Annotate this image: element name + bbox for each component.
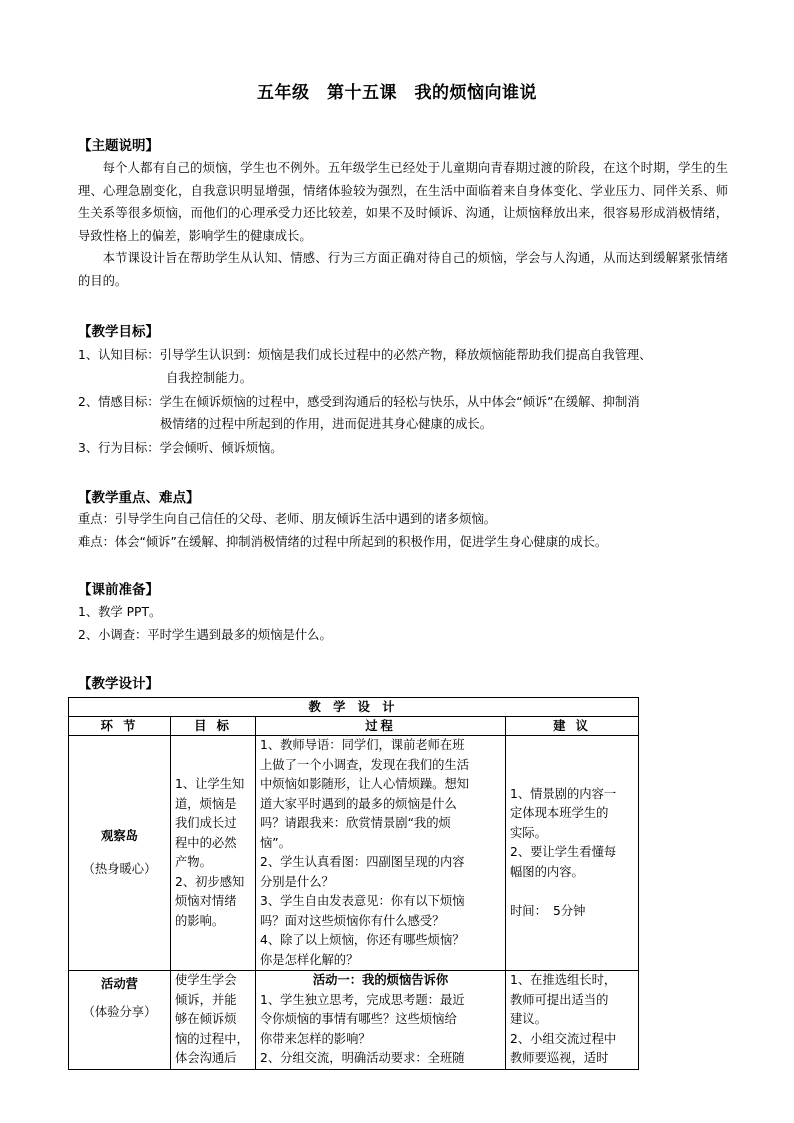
theme-paragraph: 每个人都有自己的烦恼，学生也不例外。五年级学生已经处于儿童期向青春期过渡的阶段，在这个时期，学生的生理、心理急剧变化，自我意识明显增强，情绪体验较为强烈，在生活中面临着来自身体变化、学业压力、同伴关系、师生关系等很多烦恼，而他们的心理承受力还比较差，如果不及时倾诉、沟通，让烦恼释放出来，很容易形成消极情绪，导致性格上的偏差，影响学生的健康成长。 xyxy=(78,161,728,243)
goal-line: 恼的过程中， xyxy=(175,1031,249,1046)
key-point-focus: 重点：引导学生向自己信任的父母、老师、朋友倾诉生活中遇到的诸多烦恼。 xyxy=(78,512,497,526)
preparation-item: 2、小调查：平时学生遇到最多的烦恼是什么。 xyxy=(78,628,332,642)
process-cell xyxy=(256,736,506,971)
lesson-design-table xyxy=(68,697,639,1070)
key-points-heading: 【教学重点、难点】 xyxy=(78,490,200,506)
process-line: 中烦恼如影随形，让人心情烦躁。想知 xyxy=(260,777,470,791)
process-line: 你带来怎样的影响？ xyxy=(260,1031,371,1046)
process-line: 2、分组交流，明确活动要求：全班随 xyxy=(260,1051,465,1065)
goal-line: 2、初步感知 xyxy=(175,874,245,889)
process-line: 4、除了以上烦恼，你还有哪些烦恼？ xyxy=(260,933,465,947)
column-header-process: 过程 xyxy=(256,717,506,736)
theme-heading: 【主题说明】 xyxy=(78,138,159,154)
advice-line: 2、要让学生看懂每 xyxy=(510,845,617,860)
goal-line: 产物。 xyxy=(175,855,212,869)
table-caption-row xyxy=(69,698,639,717)
key-point-difficulty: 难点：体会“倾诉”在缓解、抑制消极情绪的过程中所起到的积极作用，促进学生身心健康的成长。 xyxy=(78,535,608,549)
process-line: 吗？面对这些烦恼你有什么感受？ xyxy=(260,913,445,928)
stage-cell xyxy=(69,971,171,1070)
stage-cell xyxy=(69,736,171,971)
objective-text: 学会倾听、倾诉烦恼。 xyxy=(159,441,283,455)
process-cell xyxy=(256,971,506,1070)
theme-description xyxy=(78,157,728,292)
theme-paragraph: 本节课设计旨在帮助学生从认知、情感、行为三方面正确对待自己的烦恼，学会与人沟通，从而达到缓解紧张情绪的目的。 xyxy=(78,251,728,288)
advice-line: 定体现本班学生的 xyxy=(510,806,609,821)
page-title: 五年级 第十五课 我的烦恼向谁说 xyxy=(257,83,537,103)
advice-cell xyxy=(506,736,639,971)
advice-line: 建议。 xyxy=(510,1012,547,1026)
goal-line: 的影响。 xyxy=(175,913,225,928)
process-line: 道大家平时遇到的最多的烦恼是什么 xyxy=(260,796,457,811)
goal-line: 体会沟通后 xyxy=(175,1051,237,1065)
objective-text-continued: 自我控制能力。 xyxy=(166,371,253,385)
objective-label: 3、行为目标： xyxy=(78,441,160,455)
objective-cognitive xyxy=(78,344,652,366)
goal-line: 使学生学会 xyxy=(175,973,237,987)
advice-line: 2、小组交流过程中 xyxy=(510,1031,617,1046)
objective-behavior xyxy=(78,437,283,459)
advice-line: 1、情景剧的内容一 xyxy=(510,786,617,801)
stage-name: 观察岛 xyxy=(101,828,138,843)
objectives-heading: 【教学目标】 xyxy=(78,324,159,340)
column-header-stage: 环 节 xyxy=(69,717,171,736)
objective-text: 学生在倾诉烦恼的过程中，感受到沟通后的轻松与快乐，从中体会“倾诉”在缓解、抑制消 xyxy=(159,395,640,409)
objective-text-continued: 极情绪的过程中所起到的作用，进而促进其身心健康的成长。 xyxy=(160,417,493,431)
advice-line: 1、在推选组长时， xyxy=(510,973,617,987)
stage-name: 活动营 xyxy=(101,977,138,991)
advice-line: 教师可提出适当的 xyxy=(510,992,609,1007)
preparation-heading: 【课前准备】 xyxy=(78,582,159,598)
table-caption: 教 学 设 计 xyxy=(69,698,639,717)
table-row xyxy=(69,736,639,971)
process-line: 分别是什么？ xyxy=(260,874,334,889)
objective-text: 引导学生认识到：烦恼是我们成长过程中的必然产物，释放烦恼能帮助我们提高自我管理、 xyxy=(159,348,652,362)
design-heading: 【教学设计】 xyxy=(78,676,159,692)
column-header-goal: 目 标 xyxy=(171,717,256,736)
process-line: 吗？请跟我来：欣赏情景剧“我的烦 xyxy=(260,816,451,830)
process-line: 2、学生认真看图：四副图呈现的内容 xyxy=(260,855,465,869)
column-header-advice: 建 议 xyxy=(506,717,639,736)
table-header-row xyxy=(69,717,639,736)
objective-label: 2、情感目标： xyxy=(78,395,160,409)
goal-line: 道，烦恼是 xyxy=(175,796,237,811)
advice-time: 时间： 5分钟 xyxy=(510,903,586,918)
table-row xyxy=(69,971,639,1070)
goal-cell xyxy=(171,971,256,1070)
goal-line: 程中的必然 xyxy=(175,835,237,850)
process-line: 令你烦恼的事情有哪些？这些烦恼给 xyxy=(260,1012,457,1026)
process-line: 你是怎样化解的？ xyxy=(260,952,359,967)
process-line: 上做了一个小调查，发现在我们的生活 xyxy=(260,757,470,772)
advice-line: 幅图的内容。 xyxy=(510,864,584,879)
process-line: 3、学生自由发表意见：你有以下烦恼 xyxy=(260,894,465,908)
goal-line: 1、让学生知 xyxy=(175,777,245,791)
goal-line: 烦恼对情绪 xyxy=(175,894,237,908)
process-line: 1、教师导语：同学们，课前老师在班 xyxy=(260,738,465,752)
objective-label: 1、认知目标： xyxy=(78,348,160,362)
advice-line: 实际。 xyxy=(510,825,547,840)
advice-line: 教师要巡视，适时 xyxy=(510,1051,609,1065)
activity-title: 活动一：我的烦恼告诉你 xyxy=(312,973,449,987)
goal-cell xyxy=(171,736,256,971)
goal-line: 倾诉，并能 xyxy=(175,992,237,1007)
stage-subtitle: （体验分享） xyxy=(82,1004,157,1019)
stage-subtitle: （热身暖心） xyxy=(82,862,157,876)
advice-line xyxy=(510,882,634,902)
advice-cell xyxy=(506,971,639,1070)
goal-line: 够在倾诉烦 xyxy=(175,1012,237,1026)
goal-line: 我们成长过 xyxy=(175,816,237,830)
preparation-item: 1、教学 PPT。 xyxy=(78,605,162,619)
process-line: 1、学生独立思考，完成思考题：最近 xyxy=(260,992,465,1007)
objective-emotional xyxy=(78,391,640,413)
process-line: 恼”。 xyxy=(260,835,291,850)
